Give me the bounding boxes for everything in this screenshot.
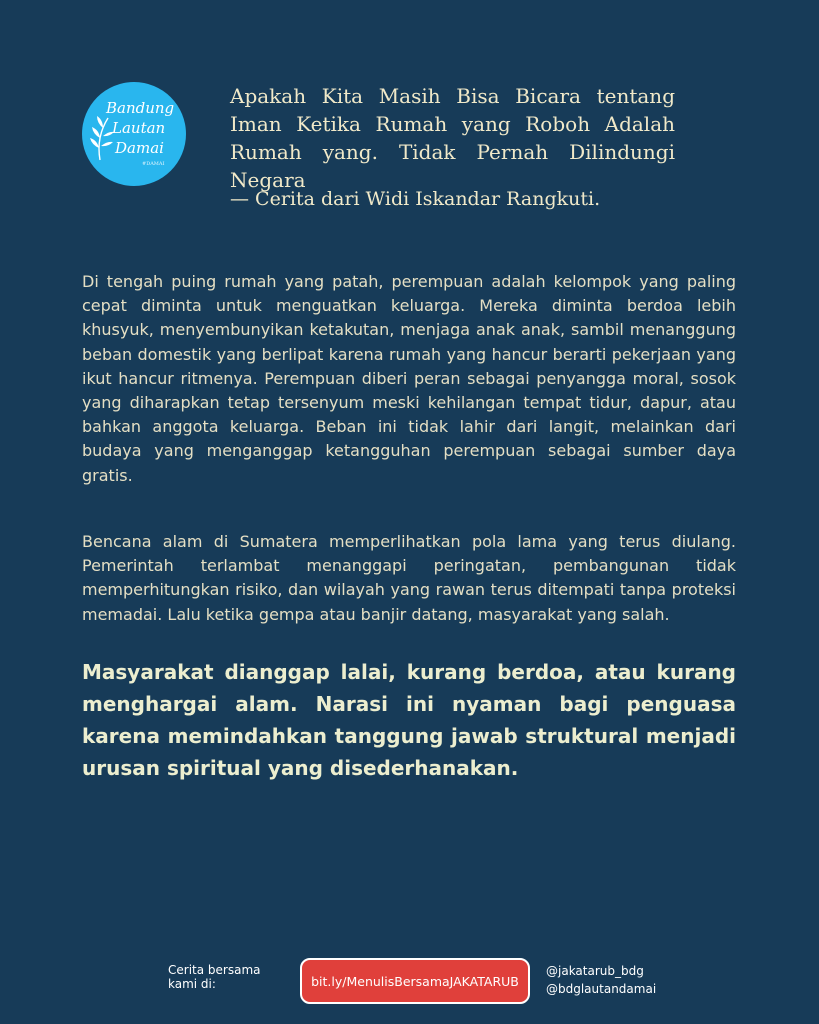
logo-text-line3: Damai (115, 139, 164, 157)
social-handles (546, 962, 656, 998)
article-paragraph-2: Bencana alam di Sumatera memperlihatkan pola lama yang terus diulang. Pemerintah terlambat menanggapi peringatan, pembangunan tidak memperhitungkan risiko, dan wilayah yang rawan terus ditempati tanpa proteksi memadai. Lalu ketika gempa atau banjir datang, masyarakat yang salah. (82, 532, 736, 624)
footer-label (168, 963, 288, 991)
logo-text-line1: Bandung (106, 99, 175, 117)
social-handle-jakatarub[interactable]: @jakatarub_bdg (546, 964, 644, 978)
article-highlight-quote: Masyarakat dianggap lalai, kurang berdoa, atau kurang menghargai alam. Narasi ini nyaman bagi penguasa karena memindahkan tanggung jawab struktural menjadi urusan spiritual yang disederhanakan. (82, 660, 736, 780)
writing-link-button[interactable]: bit.ly/MenulisBersamaJAKATARUB (300, 958, 530, 1004)
article-title: Apakah Kita Masih Bisa Bicara tentang Iman Ketika Rumah yang Roboh Adalah Rumah yang. Tidak Pernah Dilindungi Negara (230, 84, 675, 192)
article-paragraph-1: Di tengah puing rumah yang patah, perempuan adalah kelompok yang paling cepat diminta untuk menguatkan keluarga. Mereka diminta berdoa lebih khusyuk, menyembunyikan ketakutan, menjaga anak anak, sambil menanggung beban domestik yang berlipat karena rumah yang hancur berarti pekerjaan yang ikut hancur ritmenya. Perempuan diberi peran sebagai penyangga moral, sosok yang diharapkan tetap tersenyum meski kehilangan tempat tidur, dapur, atau bahkan anggota keluarga. Beban ini tidak lahir dari langit, melainkan dari budaya yang menganggap ketangguhan perempuan sebagai sumber daya gratis. (82, 272, 736, 485)
footer-label-line2: kami di: (168, 977, 216, 991)
social-handle-bdglautandamai[interactable]: @bdglautandamai (546, 982, 657, 996)
logo-small-text: #DAMAI (142, 161, 165, 167)
logo-text-line2: Lautan (112, 119, 166, 137)
logo-bandung-lautan-damai (82, 82, 186, 186)
footer-label-line1: Cerita bersama (168, 963, 261, 977)
article-attribution: — Cerita dari Widi Iskandar Rangkuti. (230, 188, 601, 210)
